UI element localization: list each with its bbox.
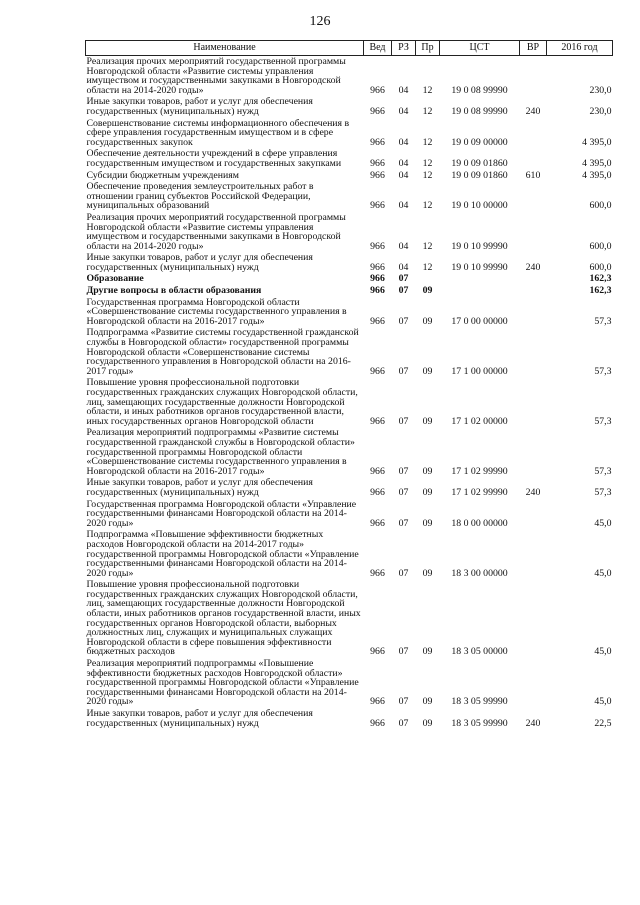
- row-name: Иные закупки товаров, работ и услуг для обеспечения государственных (муниципальных) нужд: [86, 477, 313, 498]
- row-vr: [520, 499, 547, 530]
- row-name: Реализация мероприятий подпрограммы «Развитие системы государственной гражданской службы в Новгородской области» государственной программы Новгородской области «Совершенствование системы государственного управления в Новгородской области на 2016-2017 годы»: [86, 427, 355, 477]
- table-row: [86, 170, 613, 182]
- table-row: [86, 297, 613, 328]
- table-header-row: [86, 41, 613, 56]
- row-cst: 17 1 02 99990: [451, 465, 508, 477]
- row-cst: 17 1 02 99990: [451, 486, 508, 498]
- row-name: Подпрограмма «Развитие системы государственной гражданской службы в Новгородской области» государственной программы Новгородской области «Совершенствование системы государственного управления в Новгородской области на 2016-2017 годы»: [86, 327, 359, 377]
- table-row: [86, 499, 613, 530]
- table-row: [86, 118, 613, 149]
- table-row: [86, 427, 613, 477]
- table-row: [86, 56, 613, 97]
- row-rz: 04: [398, 200, 409, 212]
- row-name: Иные закупки товаров, работ и услуг для обеспечения государственных (муниципальных) нужд: [86, 708, 313, 729]
- row-rz: 07: [398, 465, 409, 477]
- row-name: Реализация мероприятий подпрограммы «Повышение эффективности бюджетных расходов Новгородской области» государственной программы Новгородской области «Управление государственными финансами Новгородской области на 2014-2020 годы»: [86, 658, 359, 708]
- row-cst: 19 0 09 01860: [451, 157, 508, 169]
- table-row: [86, 96, 613, 117]
- header-vr: ВР: [520, 41, 547, 56]
- row-pr: 09: [422, 365, 433, 377]
- row-rz: 04: [398, 84, 409, 96]
- row-vr: [520, 658, 547, 708]
- row-cst: 17 1 02 00000: [451, 415, 508, 427]
- row-ved: 966: [370, 273, 385, 285]
- row-amount: 4 395,0: [582, 136, 612, 148]
- table-row: [86, 212, 613, 252]
- row-ved: 966: [370, 200, 385, 212]
- row-amount: 230,0: [589, 84, 612, 96]
- row-rz: 07: [398, 415, 409, 427]
- row-rz: 07: [398, 273, 409, 285]
- row-pr: 09: [422, 717, 433, 729]
- row-rz: 04: [398, 261, 409, 273]
- row-ved: 966: [370, 157, 385, 169]
- row-pr: 09: [422, 567, 433, 579]
- row-rz: 07: [398, 567, 409, 579]
- row-amount: 45,0: [594, 567, 612, 579]
- row-vr: [520, 181, 547, 212]
- row-name: Подпрограмма «Повышение эффективности бюджетных расходов Новгородской области на 2014-2017 годы» государственной программы Новгородской области «Управление государственными финансами Новгородской области на 2014-2020 годы»: [86, 529, 359, 579]
- row-pr: 12: [422, 84, 433, 96]
- row-rz: 07: [398, 646, 409, 658]
- budget-table: [85, 40, 613, 729]
- row-ved: 966: [370, 567, 385, 579]
- row-vr: 240: [525, 486, 541, 498]
- row-cst: 19 0 10 99990: [451, 240, 508, 252]
- table-row: [86, 377, 613, 427]
- row-ved: 966: [370, 646, 385, 658]
- table-row: [86, 708, 613, 729]
- row-vr: [520, 297, 547, 328]
- row-cst: 19 0 09 01860: [451, 169, 508, 181]
- row-cst: 19 0 08 99990: [451, 84, 508, 96]
- row-amount: 230,0: [589, 105, 612, 117]
- row-rz: 04: [398, 169, 409, 181]
- row-ved: 966: [370, 517, 385, 529]
- row-vr: 240: [525, 105, 541, 117]
- header-year: 2016 год: [547, 41, 613, 56]
- row-amount: 4 395,0: [582, 169, 612, 181]
- row-ved: 966: [370, 315, 385, 327]
- row-vr: [520, 212, 547, 252]
- header-ved: Вед: [364, 41, 392, 56]
- row-cst: 18 3 00 00000: [451, 567, 508, 579]
- row-rz: 04: [398, 136, 409, 148]
- table-row: [86, 529, 613, 579]
- row-name: Обеспечение проведения землеустроительных работ в отношении границ субъектов Российской Федерации, муниципальных образований: [86, 181, 314, 212]
- row-cst: 18 3 05 00000: [451, 646, 508, 658]
- header-name: Наименование: [86, 41, 364, 56]
- row-name: Государственная программа Новгородской области «Управление государственными финансами Новгородской области на 2014-2020 годы»: [86, 498, 357, 529]
- row-ved: 966: [370, 415, 385, 427]
- page-number: 126: [309, 14, 331, 29]
- row-amount: 600,0: [589, 261, 612, 273]
- row-ved: 966: [370, 240, 385, 252]
- row-vr: 610: [525, 169, 541, 181]
- row-pr: 09: [422, 517, 433, 529]
- row-cst: 17 0 00 00000: [451, 315, 508, 327]
- row-vr: [520, 579, 547, 658]
- row-rz: 07: [398, 315, 409, 327]
- row-pr: [416, 273, 440, 285]
- row-amount: 600,0: [589, 200, 612, 212]
- row-rz: 07: [398, 517, 409, 529]
- row-rz: 04: [398, 240, 409, 252]
- row-pr: 12: [422, 136, 433, 148]
- row-name: Повышение уровня профессиональной подготовки государственных гражданских служащих Новгородской области, лиц, замещающих государственные должности Новгородской области, иных работников органов государственной власти, иных государственных органов Новгородской области, выборных должностных лиц, служащих и муниципальных служащих Новгородской области в сфере повышения эффективности бюджетных расходов: [86, 579, 361, 658]
- row-cst: 18 0 00 00000: [451, 517, 508, 529]
- row-ved: 966: [370, 465, 385, 477]
- row-ved: 966: [370, 696, 385, 708]
- row-name: Иные закупки товаров, работ и услуг для обеспечения государственных (муниципальных) нужд: [86, 252, 313, 273]
- row-vr: [520, 273, 547, 285]
- table-row: [86, 252, 613, 273]
- row-pr: 09: [422, 285, 433, 297]
- row-vr: [520, 427, 547, 477]
- row-pr: 12: [422, 105, 433, 117]
- row-cst: 18 3 05 99990: [451, 717, 508, 729]
- row-cst: 19 0 10 99990: [451, 261, 508, 273]
- row-pr: 09: [422, 486, 433, 498]
- table-row: [86, 477, 613, 498]
- row-ved: 966: [370, 84, 385, 96]
- row-vr: 240: [525, 717, 541, 729]
- table-row: [86, 273, 613, 285]
- row-name: Реализация прочих мероприятий государственной программы Новгородской области «Развитие системы управления имуществом и государственными закупками в Новгородской области на 2014-2020 годы»: [86, 211, 346, 252]
- row-vr: [520, 118, 547, 149]
- row-name: Обеспечение деятельности учреждений в сфере управления государственным имуществом и государственных закупками: [86, 148, 342, 169]
- row-ved: 966: [370, 285, 385, 297]
- row-name: Повышение уровня профессиональной подготовки государственных гражданских служащих Новгородской области, лиц, замещающих государственные должности Новгородской области, и иных работников органов государственной власти, иных государственных органов Новгородской области: [86, 377, 358, 427]
- header-cst: ЦСТ: [440, 41, 520, 56]
- row-vr: [520, 529, 547, 579]
- row-ved: 966: [370, 105, 385, 117]
- row-ved: 966: [370, 365, 385, 377]
- row-ved: 966: [370, 261, 385, 273]
- table-row: [86, 285, 613, 297]
- row-pr: 09: [422, 646, 433, 658]
- row-rz: 07: [398, 486, 409, 498]
- row-cst: 19 0 09 00000: [451, 136, 508, 148]
- row-pr: 09: [422, 315, 433, 327]
- table-row: [86, 148, 613, 169]
- row-pr: 09: [422, 465, 433, 477]
- row-amount: 162,3: [589, 285, 612, 297]
- row-ved: 966: [370, 169, 385, 181]
- row-cst: 19 0 10 00000: [451, 200, 508, 212]
- row-rz: 07: [398, 285, 409, 297]
- header-pr: Пр: [416, 41, 440, 56]
- row-cst: [440, 285, 520, 297]
- row-amount: 22,5: [594, 717, 612, 729]
- row-pr: 12: [422, 261, 433, 273]
- table-body: [86, 56, 613, 730]
- row-pr: 12: [422, 200, 433, 212]
- row-amount: 57,3: [594, 415, 612, 427]
- row-cst: 18 3 05 99990: [451, 696, 508, 708]
- table-row: [86, 327, 613, 377]
- row-vr: [520, 327, 547, 377]
- row-name: Реализация прочих мероприятий государственной программы Новгородской области «Развитие системы управления имуществом и государственными закупками в Новгородской области на 2014-2020 годы»: [86, 56, 346, 96]
- row-vr: 240: [525, 261, 541, 273]
- row-amount: 162,3: [589, 273, 612, 285]
- row-name: Государственная программа Новгородской области «Совершенствование системы государственного управления в Новгородской области на 2016-2017 годы»: [86, 296, 347, 327]
- row-amount: 45,0: [594, 696, 612, 708]
- table-row: [86, 579, 613, 658]
- row-pr: 09: [422, 415, 433, 427]
- row-ved: 966: [370, 136, 385, 148]
- row-amount: 4 395,0: [582, 157, 612, 169]
- row-rz: 04: [398, 157, 409, 169]
- row-amount: 45,0: [594, 517, 612, 529]
- row-ved: 966: [370, 486, 385, 498]
- row-vr: [520, 377, 547, 427]
- row-cst: 19 0 08 99990: [451, 105, 508, 117]
- row-pr: 12: [422, 157, 433, 169]
- row-vr: [520, 285, 547, 297]
- row-rz: 07: [398, 365, 409, 377]
- header-rz: РЗ: [392, 41, 416, 56]
- row-amount: 57,3: [594, 486, 612, 498]
- table-row: [86, 181, 613, 212]
- row-pr: 12: [422, 169, 433, 181]
- row-vr: [520, 56, 547, 97]
- row-vr: [520, 148, 547, 169]
- row-ved: 966: [370, 717, 385, 729]
- row-name: Образование: [86, 273, 144, 285]
- row-amount: 57,3: [594, 315, 612, 327]
- row-cst: 17 1 00 00000: [451, 365, 508, 377]
- row-name: Субсидии бюджетным учреждениям: [86, 169, 239, 181]
- row-cst: [440, 273, 520, 285]
- row-pr: 12: [422, 240, 433, 252]
- row-name: Другие вопросы в области образования: [86, 285, 262, 297]
- row-amount: 600,0: [589, 240, 612, 252]
- row-rz: 07: [398, 696, 409, 708]
- row-pr: 09: [422, 696, 433, 708]
- row-name: Иные закупки товаров, работ и услуг для обеспечения государственных (муниципальных) нужд: [86, 96, 313, 117]
- row-amount: 57,3: [594, 465, 612, 477]
- row-amount: 45,0: [594, 646, 612, 658]
- row-name: Совершенствование системы информационного обеспечения в сфере управления государственным имуществом и в сфере государственных закупок: [86, 117, 350, 148]
- row-rz: 04: [398, 105, 409, 117]
- row-amount: 57,3: [594, 365, 612, 377]
- row-rz: 07: [398, 717, 409, 729]
- table-row: [86, 658, 613, 708]
